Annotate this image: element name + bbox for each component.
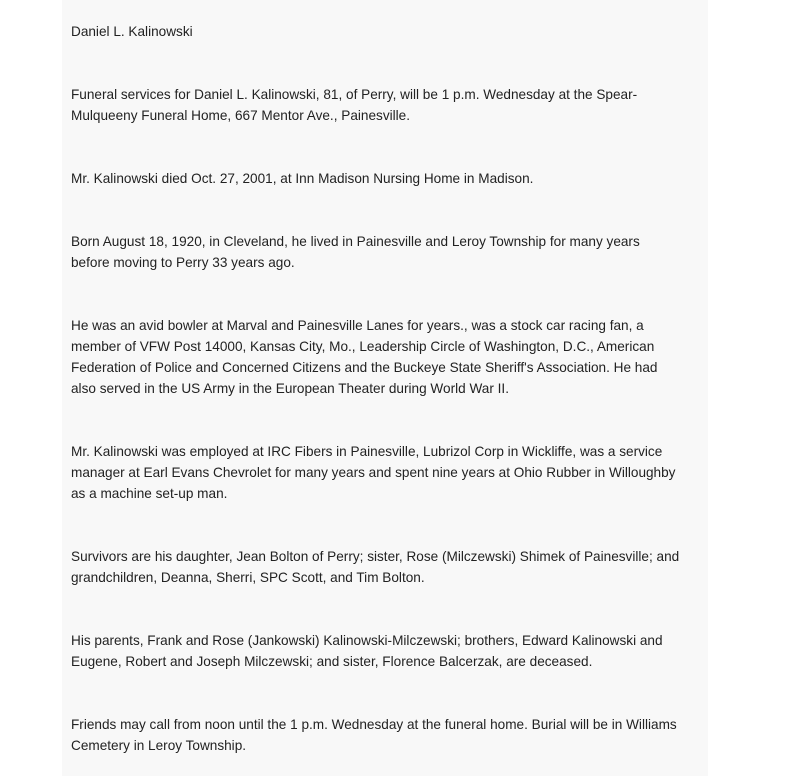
paragraph-employment: Mr. Kalinowski was employed at IRC Fibers in Painesville, Lubrizol Corp in Wickliffe, was a service manager at Earl Evans Chevrolet for many years and spent nine years at Ohio Rubber in Willoughby as a machine set-up man. xyxy=(71,444,676,501)
obituary-article xyxy=(71,21,681,756)
paragraph-services: Funeral services for Daniel L. Kalinowski, 81, of Perry, will be 1 p.m. Wednesday at the Spear-Mulqueeny Funeral Home, 667 Mentor Ave., Painesville. xyxy=(71,87,638,123)
paragraph-death: Mr. Kalinowski died Oct. 27, 2001, at Inn Madison Nursing Home in Madison. xyxy=(71,171,534,186)
obituary-title: Daniel L. Kalinowski xyxy=(71,24,193,39)
paragraph-survivors: Survivors are his daughter, Jean Bolton of Perry; sister, Rose (Milczewski) Shimek of Painesville; and grandchildren, Deanna, Sherri, SPC Scott, and Tim Bolton. xyxy=(71,549,680,585)
paragraph-birth: Born August 18, 1920, in Cleveland, he lived in Painesville and Leroy Township for many years before moving to Perry 33 years ago. xyxy=(71,234,640,270)
paragraph-deceased: His parents, Frank and Rose (Jankowski) Kalinowski-Milczewski; brothers, Edward Kalinowski and Eugene, Robert and Joseph Milczewski; and sister, Florence Balcerzak, are deceased. xyxy=(71,633,663,669)
paragraph-visitation: Friends may call from noon until the 1 p.m. Wednesday at the funeral home. Burial will be in Williams Cemetery in Leroy Township. xyxy=(71,717,677,753)
paragraph-interests: He was an avid bowler at Marval and Painesville Lanes for years., was a stock car racing fan, a member of VFW Post 14000, Kansas City, Mo., Leadership Circle of Washington, D.C., American Federation of Police and Concerned Citizens and the Buckeye State Sheriff's Association. He had also served in the US Army in the European Theater during World War II. xyxy=(71,318,658,396)
